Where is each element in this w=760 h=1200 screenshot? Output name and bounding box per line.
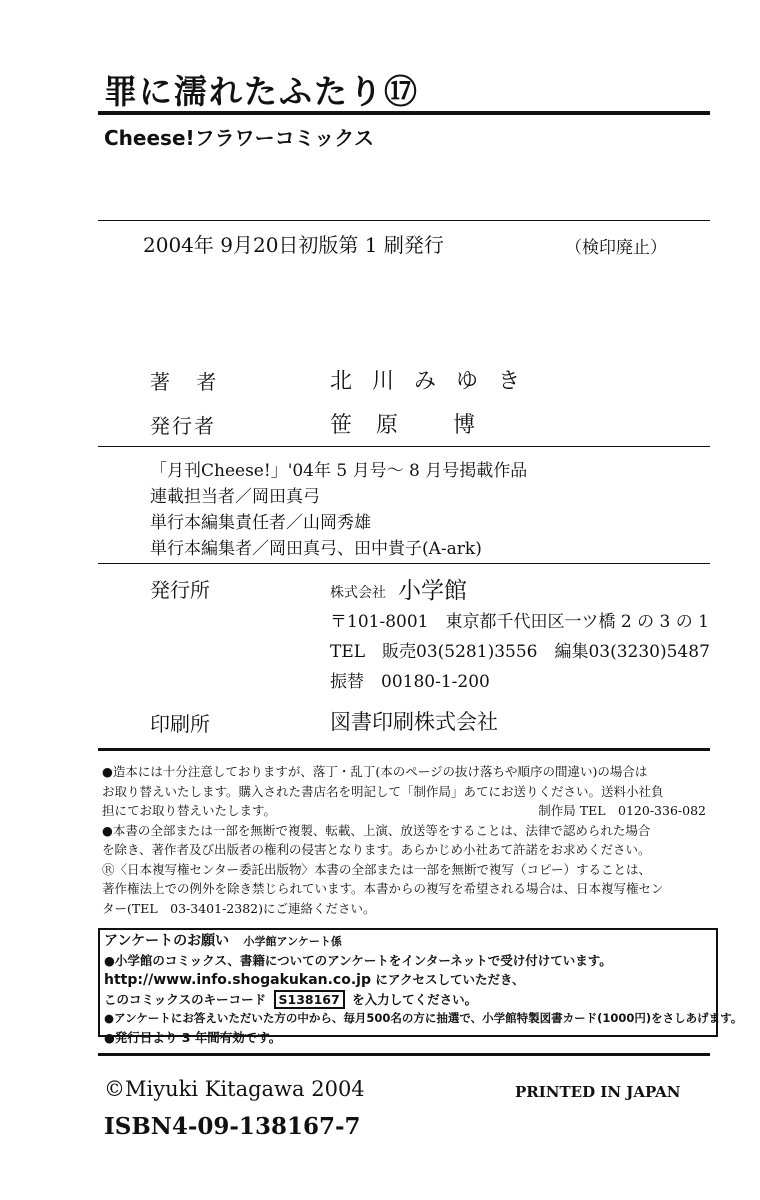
book-title: 罪に濡れたふたり⑰	[104, 72, 419, 111]
note-line: ●本書の全部または一部を無断で複製、転載、上演、放送等をすることは、法律で認められた場合	[102, 822, 651, 838]
survey-url[interactable]: http://www.info.shogakukan.co.jp	[104, 972, 371, 988]
stamp-note: （検印廃止）	[565, 238, 667, 258]
date-rule	[98, 220, 710, 221]
credit-line: 単行本編集者／岡田真弓、田中貴子(A-ark)	[150, 539, 482, 559]
printer-name: 図書印刷株式会社	[330, 710, 498, 734]
credit-line: 連載担当者／岡田真弓	[150, 487, 320, 507]
note-line-text: 担にてお取り替えいたします。	[102, 803, 277, 818]
survey-line: ●小学館のコミックス、書籍についてのアンケートをインターネットで受け付けています。	[104, 953, 612, 968]
series-name: Cheese!フラワーコミックス	[104, 126, 375, 150]
survey-url-suffix: にアクセスしていただき、	[375, 972, 525, 987]
publisher-name: 小学館	[398, 578, 467, 604]
publisher-label: 発行所	[150, 578, 210, 602]
survey-heading-row	[104, 931, 742, 951]
survey-code-suffix: を入力してください。	[352, 992, 478, 1007]
title-rule	[98, 111, 710, 115]
note-line: を除き、著作者及び出版者の権利の侵害となります。あらかじめ小社あて許諾をお求めください。	[102, 842, 651, 857]
note-line: Ⓡ〈日本複写権センター委託出版物〉本書の全部または一部を無断で複写（コピー）することは、	[102, 861, 652, 877]
survey-content	[104, 931, 742, 1047]
publisher-address: 〒101-8001 東京都千代田区一ツ橋 2 の 3 の 1	[330, 612, 709, 632]
publisher-person-label: 発行者	[150, 414, 216, 438]
printed-in: PRINTED IN JAPAN	[515, 1083, 681, 1101]
note-line: ●造本には十分注意しておりますが、落丁・乱丁(本のページの抜け落ちや順序の間違い)の場合は	[102, 764, 648, 779]
note-line: 著作権法上での例外を除き禁じられています。本書からの複写を希望される場合は、日本複写権セン	[102, 881, 664, 896]
survey-code-prefix: このコミックスのキーコード	[104, 992, 267, 1007]
note-line: ター(TEL 03-3401-2382)にご連絡ください。	[102, 900, 376, 916]
survey-code-row	[104, 990, 742, 1009]
people-rule	[98, 446, 710, 447]
edition-date: 2004年 9月20日初版第 1 刷発行	[143, 233, 444, 257]
legal-notes	[102, 762, 714, 918]
publisher-furikae: 振替 00180-1-200	[330, 672, 490, 692]
survey-line: ●アンケートにお答えいただいた方の中から、毎月500名の方に抽選で、小学館特製図書カード(1000円)をさしあげます。	[104, 1011, 743, 1025]
footer-rule	[98, 1053, 710, 1056]
credit-line: 「月刊Cheese!」'04年 5 月号～ 8 月号掲載作品	[150, 461, 528, 481]
credit-line: 単行本編集責任者／山岡秀雄	[150, 513, 371, 533]
production-tel: 制作局 TEL 0120-336-082	[538, 803, 706, 818]
publisher-person-name: 笹原 博	[330, 413, 499, 438]
survey-line: ●発行日より 3 年間有効です。	[104, 1030, 282, 1045]
isbn: ISBN4-09-138167-7	[104, 1113, 361, 1140]
author-name: 北川みゆき	[330, 369, 541, 394]
publisher-corp-prefix: 株式会社	[330, 585, 386, 601]
note-line: お取り替えいたします。購入された書店名を明記して「制作局」あてにお送りください。送料小社負	[102, 783, 664, 799]
notes-top-rule	[98, 748, 710, 751]
survey-key-code: S138167	[274, 990, 345, 1009]
printer-label: 印刷所	[150, 712, 210, 736]
credits-rule	[98, 563, 710, 564]
survey-heading: アンケートのお願い	[104, 933, 230, 949]
note-line	[102, 801, 714, 821]
author-label: 著 者	[150, 370, 227, 394]
copyright: ©Miyuki Kitagawa 2004	[104, 1077, 365, 1101]
publisher-tel: TEL 販売03(5281)3556 編集03(3230)5487	[330, 642, 710, 662]
survey-url-row	[104, 970, 742, 990]
survey-heading-sub: 小学館アンケート係	[243, 935, 342, 948]
